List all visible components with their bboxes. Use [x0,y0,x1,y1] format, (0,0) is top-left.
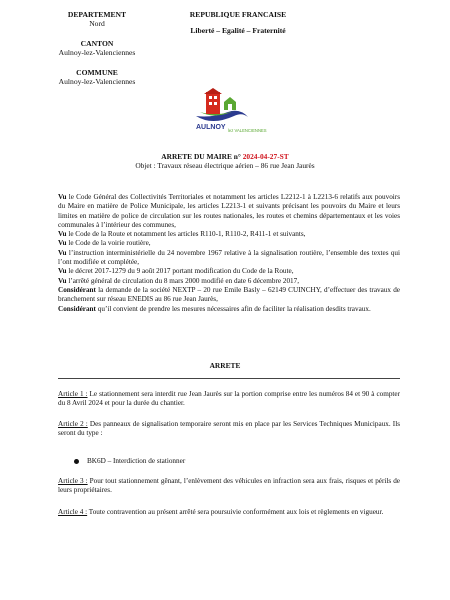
visa-paragraph: Vu le Code de la voirie routière, [58,239,151,248]
article-4 [58,508,400,517]
article-1 [58,390,400,409]
article-2 [58,420,400,439]
article-3 [58,477,400,496]
commune-logo [182,86,267,138]
considerant-paragraph: Considérant la demande de la société NEXTP – 20 rue Emile Basly – 62149 CUINCHY, d’effectuer des travaux de branchement sur réseau ENEDIS au 86 rue Jean Jaurès, [58,285,400,304]
visa-paragraph: Vu le Code Général des Collectivités Territoriales et notamment les articles L2212-1 à L2213-6 relatifs aux pouvoirs du Maire en matière de Police Municipale, les articles L2213-1 et suivants précisant les pouvoirs du Maire et leurs limites en matière de police de circulation sur les routes nationales, les routes et chemins départementaux et les voies communales à l’intérieur des communes, [58,193,400,229]
republic-label: REPUBLIQUE FRANCAISE [189,10,287,19]
canton-label: CANTON [80,38,114,48]
article-text: Pour tout stationnement gênant, l’enlèvement des véhicules en infraction sera aux frais, risques et périls de leurs propriétaires. [58,477,400,495]
decree-title-block [60,152,390,170]
visa-paragraph: Vu l’instruction interministérielle du 24 novembre 1967 relative à la signalisation routière, l’ensemble des textes qui l’ont modifiée et complétée, [58,248,400,267]
decree-object: Objet : Travaux réseau électrique aérien – 86 rue Jean Jaurès [135,161,315,170]
article-text: Le stationnement sera interdit rue Jean Jaurès sur la portion comprise entre les numéros 84 et 90 à compter du 8 Avril 2024 et pour la durée du chantier. [58,390,400,408]
divider [58,378,400,379]
header-left [22,10,172,86]
article-text: Des panneaux de signalisation temporaire seront mis en place par les Services Techniques Municipaux. Ils seront du type : [58,420,400,438]
header-right [178,10,298,36]
considerant-paragraph: Considérant qu’il convient de prendre les mesures nécessaires afin de faciliter la réalisation desdits travaux. [58,304,371,313]
departement-label: DEPARTEMENT [67,10,127,19]
bullet-item [74,457,185,465]
visa-paragraph: Vu le décret 2017-1279 du 9 août 2017 portant modification du Code de la Route, [58,267,294,276]
article-text: Toute contravention au présent arrêté sera poursuivie conformément aux lois et règlements en vigueur. [87,508,384,516]
svg-text:lez VALENCIENNES: lez VALENCIENNES [228,128,267,133]
article-label: Article 4 : [58,508,88,516]
arrete-heading: ARRETE [209,361,241,370]
decree-number: 2024-04-27-ST [242,152,289,161]
canton-value: Aulnoy-lez-Valenciennes [58,48,136,58]
motto: Liberté – Egalité – Fraternité [190,26,286,36]
visa-paragraph: Vu le Code de la Route et notamment les articles R110-1, R110-2, R411-1 et suivants, [58,230,306,239]
article-label: Article 2 : [58,420,88,428]
svg-text:AULNOY: AULNOY [196,124,226,131]
visas-section [58,193,400,314]
article-label: Article 3 : [58,477,88,485]
visa-paragraph: Vu l’arrêté général de circulation du 8 mars 2000 modifié en date 6 décembre 2017, [58,276,300,285]
commune-value: Aulnoy-lez-Valenciennes [58,77,136,87]
bullet-icon [74,459,79,464]
commune-label: COMMUNE [76,67,118,77]
decree-title [60,152,390,161]
article-label: Article 1 : [58,390,88,398]
decree-title-prefix: ARRETE DU MAIRE n° [161,152,241,161]
departement-value: Nord [89,19,105,29]
bullet-text: BK6D – Interdiction de stationner [87,457,186,465]
